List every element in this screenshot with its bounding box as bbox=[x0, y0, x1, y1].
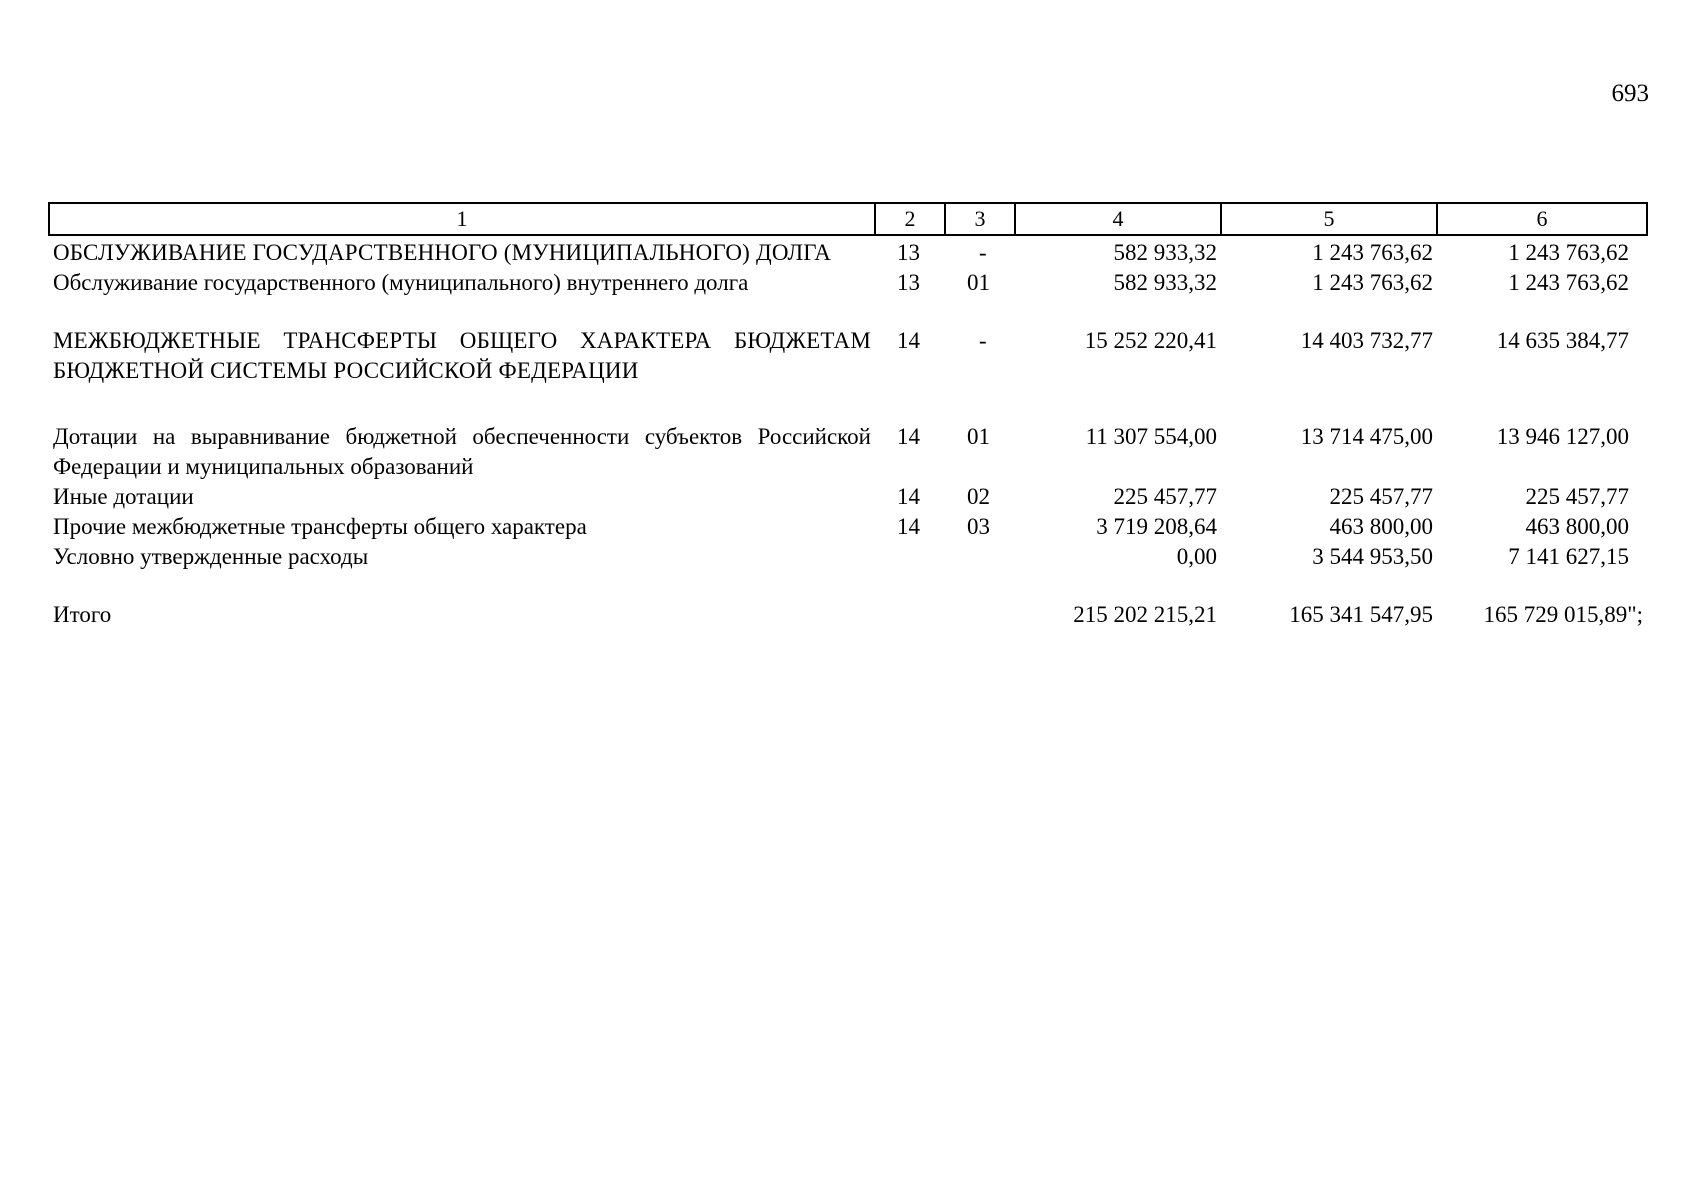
row-subsection: 01 bbox=[967, 270, 990, 295]
row-value-6: 225 457,77 bbox=[1525, 484, 1629, 509]
row-value-5: 13 714 475,00 bbox=[1300, 424, 1433, 449]
table-row bbox=[49, 542, 1647, 600]
row-value-5: 1 243 763,62 bbox=[1312, 270, 1433, 295]
row-value-5: 463 800,00 bbox=[1329, 514, 1433, 539]
row-section: 14 bbox=[897, 328, 920, 353]
table-row bbox=[49, 422, 1647, 482]
total-row bbox=[49, 600, 1647, 630]
row-value-5: 14 403 732,77 bbox=[1300, 328, 1433, 353]
column-header-5: 5 bbox=[1221, 203, 1437, 235]
row-subsection: - bbox=[979, 328, 987, 353]
total-label: Итого bbox=[53, 602, 112, 627]
header-row bbox=[49, 203, 1647, 235]
table-row bbox=[49, 482, 1647, 512]
row-value-4: 0,00 bbox=[1176, 544, 1217, 569]
total-value-4: 215 202 215,21 bbox=[1073, 602, 1217, 627]
row-value-5: 1 243 763,62 bbox=[1312, 240, 1433, 265]
budget-table bbox=[48, 202, 1648, 630]
row-name: Иные дотации bbox=[53, 484, 194, 509]
row-name: Обслуживание государственного (муниципального) внутреннего долга bbox=[53, 270, 749, 295]
row-value-4: 582 933,32 bbox=[1113, 270, 1217, 295]
row-subsection: - bbox=[979, 240, 987, 265]
row-value-6: 14 635 384,77 bbox=[1496, 328, 1629, 353]
row-value-5: 3 544 953,50 bbox=[1312, 544, 1433, 569]
table-body bbox=[49, 235, 1647, 630]
row-value-6: 463 800,00 bbox=[1525, 514, 1629, 539]
table-row bbox=[49, 268, 1647, 326]
row-name: Дотации на выравнивание бюджетной обеспеченности субъектов Российской Федерации и муниципальных образований bbox=[53, 424, 871, 479]
row-value-4: 15 252 220,41 bbox=[1084, 328, 1217, 353]
page-number: 693 bbox=[1611, 80, 1649, 107]
column-header-6: 6 bbox=[1437, 203, 1647, 235]
row-value-5: 225 457,77 bbox=[1329, 484, 1433, 509]
row-name: МЕЖБЮДЖЕТНЫЕ ТРАНСФЕРТЫ ОБЩЕГО ХАРАКТЕРА БЮДЖЕТАМ БЮДЖЕТНОЙ СИСТЕМЫ РОССИЙСКОЙ ФЕДЕРАЦИИ bbox=[53, 328, 871, 383]
total-value-5: 165 341 547,95 bbox=[1289, 602, 1433, 627]
total-subsection bbox=[945, 600, 1015, 630]
row-value-6: 13 946 127,00 bbox=[1496, 424, 1629, 449]
column-header-4: 4 bbox=[1015, 203, 1221, 235]
row-value-4: 225 457,77 bbox=[1113, 484, 1217, 509]
table-row bbox=[49, 512, 1647, 542]
table-header bbox=[49, 203, 1647, 235]
total-section bbox=[875, 600, 945, 630]
total-value-6: 165 729 015,89"; bbox=[1483, 602, 1643, 627]
table-row bbox=[49, 326, 1647, 422]
row-section: 13 bbox=[897, 270, 920, 295]
column-header-2: 2 bbox=[875, 203, 945, 235]
row-subsection: 01 bbox=[967, 424, 990, 449]
row-section: 14 bbox=[897, 484, 920, 509]
row-value-6: 1 243 763,62 bbox=[1508, 240, 1629, 265]
table-row bbox=[49, 235, 1647, 268]
row-name: Условно утвержденные расходы bbox=[53, 544, 369, 569]
row-subsection bbox=[945, 542, 1015, 600]
column-header-3: 3 bbox=[945, 203, 1015, 235]
row-subsection: 03 bbox=[967, 514, 990, 539]
row-section bbox=[875, 542, 945, 600]
row-name: Прочие межбюджетные трансферты общего характера bbox=[53, 514, 587, 539]
row-value-4: 11 307 554,00 bbox=[1085, 424, 1217, 449]
row-subsection: 02 bbox=[967, 484, 990, 509]
row-section: 14 bbox=[897, 424, 920, 449]
row-value-4: 582 933,32 bbox=[1113, 240, 1217, 265]
row-section: 14 bbox=[897, 514, 920, 539]
row-value-6: 1 243 763,62 bbox=[1508, 270, 1629, 295]
row-value-4: 3 719 208,64 bbox=[1096, 514, 1217, 539]
row-section: 13 bbox=[897, 240, 920, 265]
column-header-1: 1 bbox=[49, 203, 875, 235]
row-value-6: 7 141 627,15 bbox=[1508, 544, 1629, 569]
row-name: ОБСЛУЖИВАНИЕ ГОСУДАРСТВЕННОГО (МУНИЦИПАЛЬНОГО) ДОЛГА bbox=[53, 240, 832, 265]
